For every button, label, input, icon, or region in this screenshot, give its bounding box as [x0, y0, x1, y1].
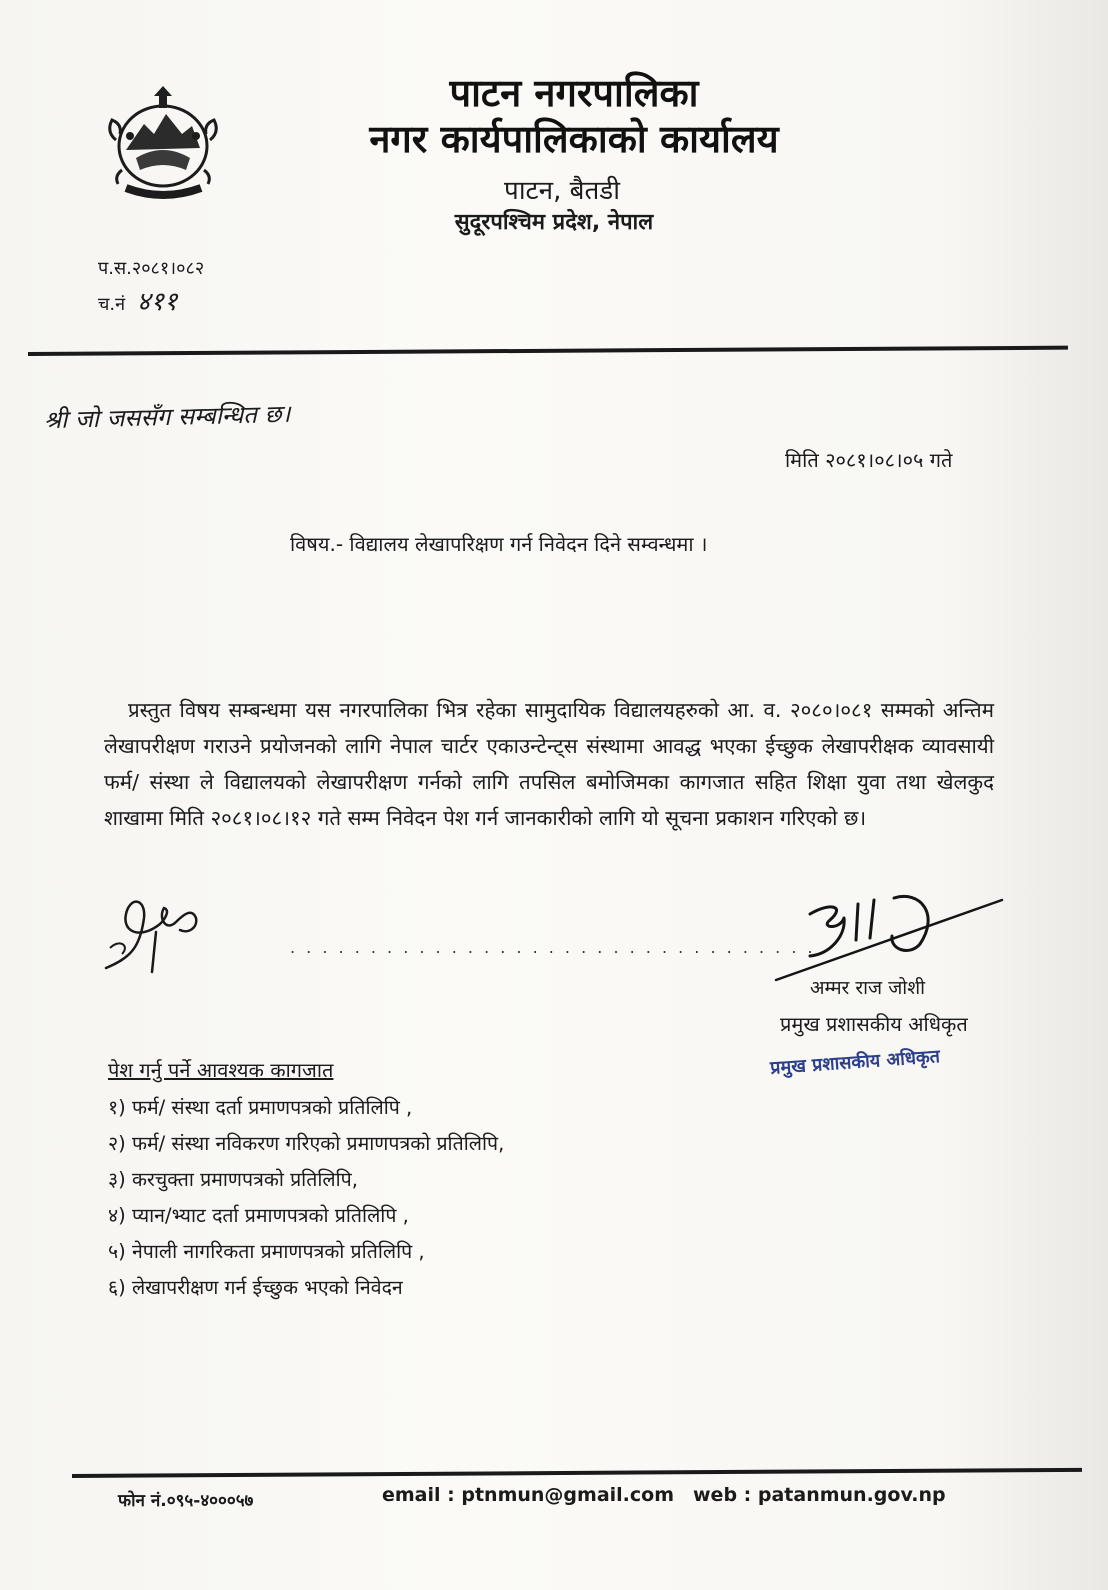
list-item: ३) करचुक्ता प्रमाणपत्रको प्रतिलिपि,	[108, 1168, 358, 1191]
header-divider	[28, 346, 1068, 356]
dispatch-label: च.नं	[98, 294, 126, 315]
list-item: ५) नेपाली नागरिकता प्रमाणपत्रको प्रतिलिपि ,	[108, 1240, 425, 1263]
dotted-line: . . . . . . . . . . . . . . . . . . . . . . . . . . . . . . . . .	[290, 938, 816, 957]
list-item: ४) प्यान/भ्याट दर्ता प्रमाणपत्रको प्रतिलिपि ,	[108, 1204, 409, 1227]
footer-phone: फोन नं.०९५-४०००५७	[118, 1491, 254, 1511]
salutation: श्री जो जससँग सम्बन्धित छ।	[43, 399, 291, 435]
footer-email: email : ptnmun@gmail.com	[382, 1484, 674, 1506]
list-item: २) फर्म/ संस्था नविकरण गरिएको प्रमाणपत्रको प्रतिलिपि,	[108, 1132, 505, 1155]
office-name: नगर कार्यपालिकाको कार्यालय	[369, 117, 779, 161]
documents-list	[108, 1090, 504, 1306]
officer-signature-icon	[770, 884, 1010, 984]
office-location: पाटन, बैतडी	[504, 176, 620, 206]
footer-web: web : patanmun.gov.np	[693, 1484, 946, 1506]
letter-subject: विषय.- विद्यालय लेखापरिक्षण गर्न निवेदन दिने सम्वन्धमा ।	[290, 532, 708, 556]
list-item: १) फर्म/ संस्था दर्ता प्रमाणपत्रको प्रतिलिपि ,	[108, 1096, 413, 1119]
documents-heading: पेश गर्नु पर्ने आवश्यक कागजात	[108, 1058, 334, 1082]
officer-name: अम्मर राज जोशी	[810, 977, 926, 999]
municipality-name: पाटन नगरपालिका	[449, 71, 699, 115]
dispatch-number: ४११	[136, 287, 178, 317]
list-item: ६) लेखापरीक्षण गर्न ईच्छुक भएको निवेदन	[108, 1276, 403, 1299]
letter-date: मिति २०८१।०८।०५ गते	[785, 448, 953, 472]
office-province: सुदूरपश्चिम प्रदेश, नेपाल	[454, 210, 654, 235]
dispatch-ref	[98, 282, 177, 318]
letter-body: प्रस्तुत विषय सम्बन्धमा यस नगरपालिका भित्र रहेका सामुदायिक विद्यालयहरुको आ. व. २०८०।०८१ सम्मको अन्तिम लेखापरीक्षण गराउने प्रयोजनको लागि नेपाल चार्टर एकाउन्टेन्ट्स संस्थामा आवद्ध भएका ईच्छुक लेखापरीक्षक व्यावसायी फर्म/ संस्था ले विद्यालयको लेखापरीक्षण गर्नको लागि तपसिल बमोजिमका कागजात सहित शिक्षा युवा तथा खेलकुद शाखामा मिति २०८१।०८।१२ गते सम्म निवेदन पेश गर्न जानकारीको लागि यो सूचना प्रकाशन गरिएको छ।	[104, 698, 994, 830]
fiscal-year-ref: प.स.२०८१।०८२	[98, 258, 205, 279]
designation-stamp: प्रमुख प्रशासकीय अधिकृत	[769, 1046, 941, 1079]
initial-signature-icon	[100, 888, 210, 978]
officer-title: प्रमुख प्रशासकीय अधिकृत	[780, 1012, 968, 1036]
footer-divider	[72, 1468, 1082, 1478]
